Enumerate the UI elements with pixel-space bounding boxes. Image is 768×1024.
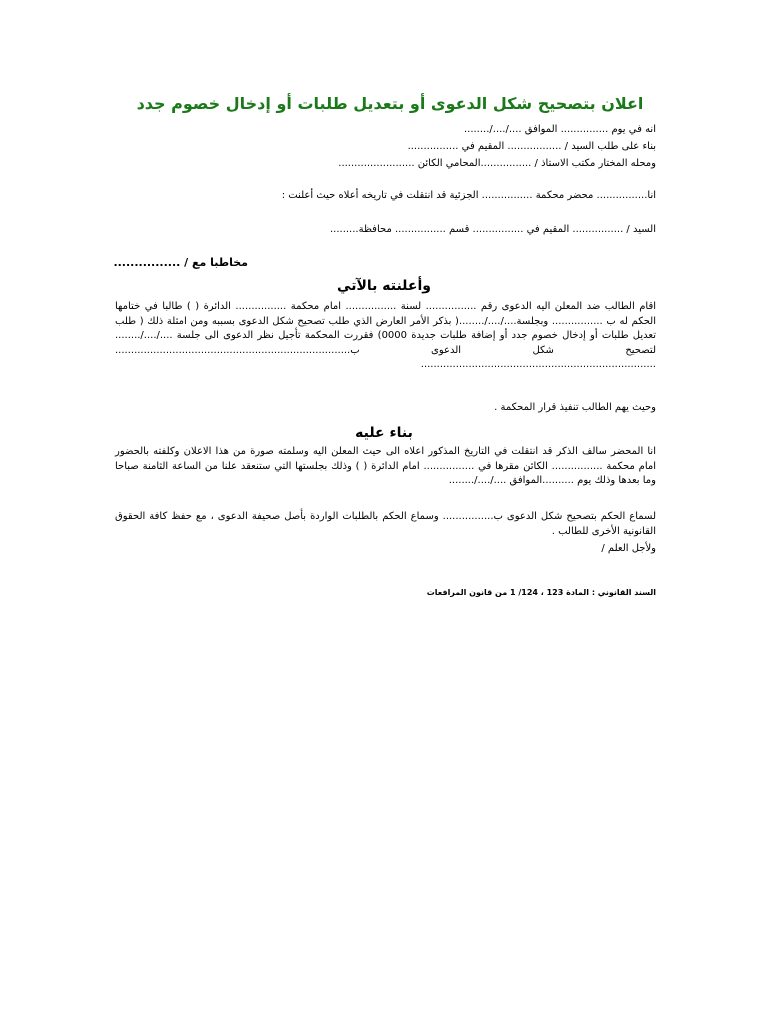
section2-heading: بناء عليه [355,425,413,441]
addressed-with-label: مخاطبا مع / ................ [113,256,248,269]
section1-tail: وحيث يهم الطالب تنفيذ قرار المحكمة . [494,402,656,413]
section1-heading: وأعلنته بالآتي [337,278,431,294]
section2-text: انا المحضر سالف الذكر قد انتقلت في التاريخ المذكور اعلاه الى حيث المعلن اليه وسلمته صورة من هذا الاعلان وكلفته بالحضور امام محكمة ................ الكائن مقرها في ................ امام الدائرة ( ) وذلك بجلستها التي ستنعقد علنا من الساعة الثامنة صباحا وما بعدها وذلك يوم ..........الموافق ..../..../........ [115,446,656,486]
legal-basis-note: السند القانوني : المادة 123 ، 124/ 1 من قانون المرافعات [426,588,656,597]
section1-text: اقام الطالب ضد المعلن اليه الدعوى رقم ................ لسنة ................ امام محكمة ................ الدائرة ( ) طالبا في ختامها الحكم له ب ................ وبجلسة..../..../........( بذكر الأمر العارض الذي طلب تصحيح شكل الدعوى بسببه ومن امثلة ذلك ( طلب تعديل طلبات أو إدخال خصوم جدد أو إضافة طلبات جديدة 0000) فقررت المحكمة تأجيل نظر الدعوى الى جلسة ..../..../........ لتصحيح شكل الدعوى ب.......................................................................... .......................................................................... [115,301,656,370]
section2-closing: لسماع الحكم بتصحيح شكل الدعوى ب................ وسماع الحكم بالطلبات الواردة بأصل صحيفة الدعوى ، مع حفظ كافة الحقوق القانونية الأخرى للطالب . [115,511,656,537]
header-line-requester: بناء على طلب السيد / ................. المقيم في ................ [407,141,656,152]
header-line-date: انه في يوم ............... الموافق ..../..../........ [463,124,656,135]
section2-sign: ولأجل العلم / [601,543,656,554]
document-title: اعلان بتصحيح شكل الدعوى أو بتعديل طلبات أو إدخال خصوم جدد [136,94,644,113]
header-line-address: ومحله المختار مكتب الاستاذ / ................المحامي الكائن ........................ [338,158,656,169]
bailiff-line: انا................ محضر محكمة ................ الجزئية قد انتقلت في تاريخه أعلاه حيث أعلنت : [281,190,656,201]
recipient-line: السيد / ................ المقيم في ................ قسم ................ محافظة......... [329,224,656,235]
